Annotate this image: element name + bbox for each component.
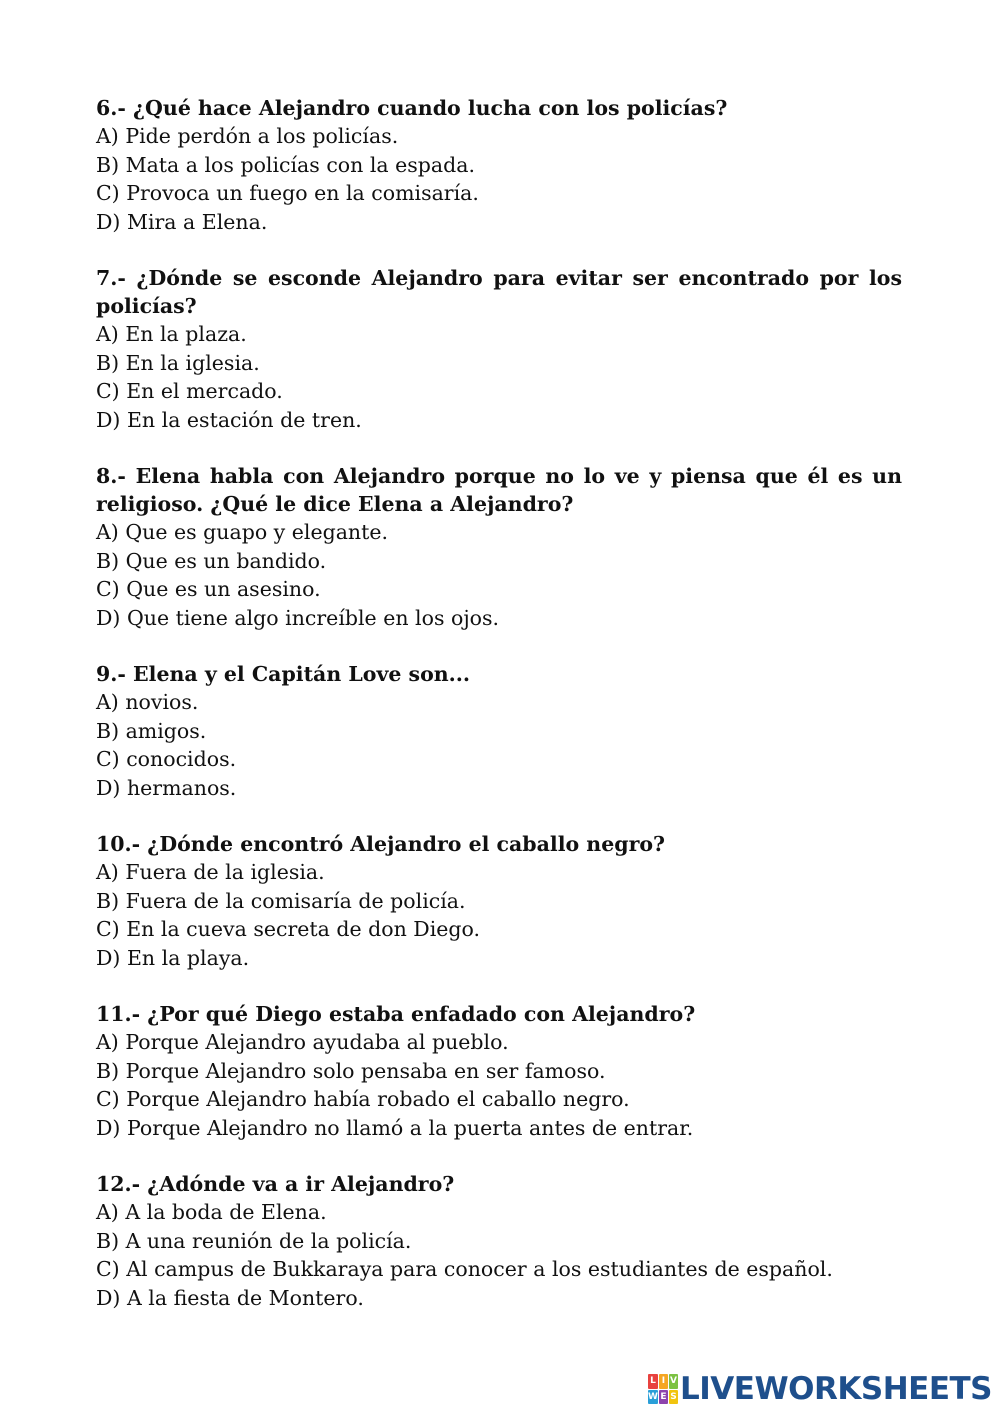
- logo-tile: W: [648, 1390, 658, 1405]
- question-title: 8.- Elena habla con Alejandro porque no lo ve y piensa que él es un religioso. ¿Qué le dice Elena a Alejandro?: [96, 464, 902, 516]
- answer-option[interactable]: C) En el mercado.: [96, 379, 283, 403]
- question-title: 10.- ¿Dónde encontró Alejandro el caballo negro?: [96, 832, 666, 856]
- answer-option[interactable]: A) Porque Alejandro ayudaba al pueblo.: [96, 1030, 509, 1054]
- answer-option[interactable]: B) A una reunión de la policía.: [96, 1228, 412, 1253]
- question-title: 11.- ¿Por qué Diego estaba enfadado con Alejandro?: [96, 1002, 696, 1026]
- answer-option[interactable]: B) Que es un bandido.: [96, 548, 327, 573]
- liveworksheets-brand: [648, 1371, 992, 1407]
- question-title: 9.- Elena y el Capitán Love son...: [96, 662, 471, 686]
- logo-tile: E: [659, 1390, 668, 1405]
- answer-option[interactable]: D) Mira a Elena.: [96, 209, 268, 234]
- answer-option[interactable]: A) Que es guapo y elegante.: [96, 520, 389, 544]
- logo-tile: V: [669, 1374, 678, 1389]
- logo-tile: L: [648, 1374, 658, 1389]
- question-10: [96, 830, 902, 972]
- answer-option[interactable]: D) Que tiene algo increíble en los ojos.: [96, 605, 500, 630]
- answer-option[interactable]: D) A la fiesta de Montero.: [96, 1285, 364, 1310]
- question-12: [96, 1170, 902, 1312]
- answer-option[interactable]: A) A la boda de Elena.: [96, 1200, 327, 1224]
- answer-option[interactable]: A) En la plaza.: [96, 322, 247, 346]
- worksheet-page: [96, 94, 902, 1340]
- answer-option[interactable]: B) Mata a los policías con la espada.: [96, 152, 476, 177]
- answer-option[interactable]: B) Fuera de la comisaría de policía.: [96, 888, 466, 913]
- answer-option[interactable]: C) En la cueva secreta de don Diego.: [96, 917, 481, 941]
- liveworksheets-logo-icon: [648, 1374, 678, 1404]
- answer-option[interactable]: A) novios.: [96, 690, 199, 714]
- question-title: 7.- ¿Dónde se esconde Alejandro para evitar ser encontrado por los policías?: [96, 266, 902, 318]
- answer-option[interactable]: C) Que es un asesino.: [96, 577, 321, 601]
- answer-option[interactable]: C) conocidos.: [96, 747, 237, 771]
- answer-option[interactable]: C) Provoca un fuego en la comisaría.: [96, 181, 479, 205]
- question-11: [96, 1000, 902, 1142]
- question-8: [96, 462, 902, 632]
- answer-option[interactable]: D) hermanos.: [96, 775, 237, 800]
- question-7: [96, 264, 902, 434]
- answer-option[interactable]: B) En la iglesia.: [96, 350, 260, 375]
- answer-option[interactable]: C) Porque Alejandro había robado el caballo negro.: [96, 1087, 630, 1111]
- answer-option[interactable]: D) En la playa.: [96, 945, 250, 970]
- answer-option[interactable]: D) Porque Alejandro no llamó a la puerta antes de entrar.: [96, 1115, 694, 1140]
- answer-option[interactable]: B) Porque Alejandro solo pensaba en ser famoso.: [96, 1058, 606, 1083]
- logo-tile: S: [669, 1390, 678, 1405]
- answer-option[interactable]: A) Fuera de la iglesia.: [96, 860, 325, 884]
- logo-tile: I: [659, 1374, 668, 1389]
- answer-option[interactable]: D) En la estación de tren.: [96, 407, 362, 432]
- answer-option[interactable]: A) Pide perdón a los policías.: [96, 124, 399, 148]
- question-title: 6.- ¿Qué hace Alejandro cuando lucha con los policías?: [96, 96, 728, 120]
- answer-option[interactable]: B) amigos.: [96, 718, 207, 743]
- question-9: [96, 660, 902, 802]
- answer-option[interactable]: C) Al campus de Bukkaraya para conocer a los estudiantes de español.: [96, 1257, 833, 1281]
- brand-name: LIVEWORKSHEETS: [680, 1371, 992, 1407]
- question-6: [96, 94, 902, 236]
- question-title: 12.- ¿Adónde va a ir Alejandro?: [96, 1172, 455, 1196]
